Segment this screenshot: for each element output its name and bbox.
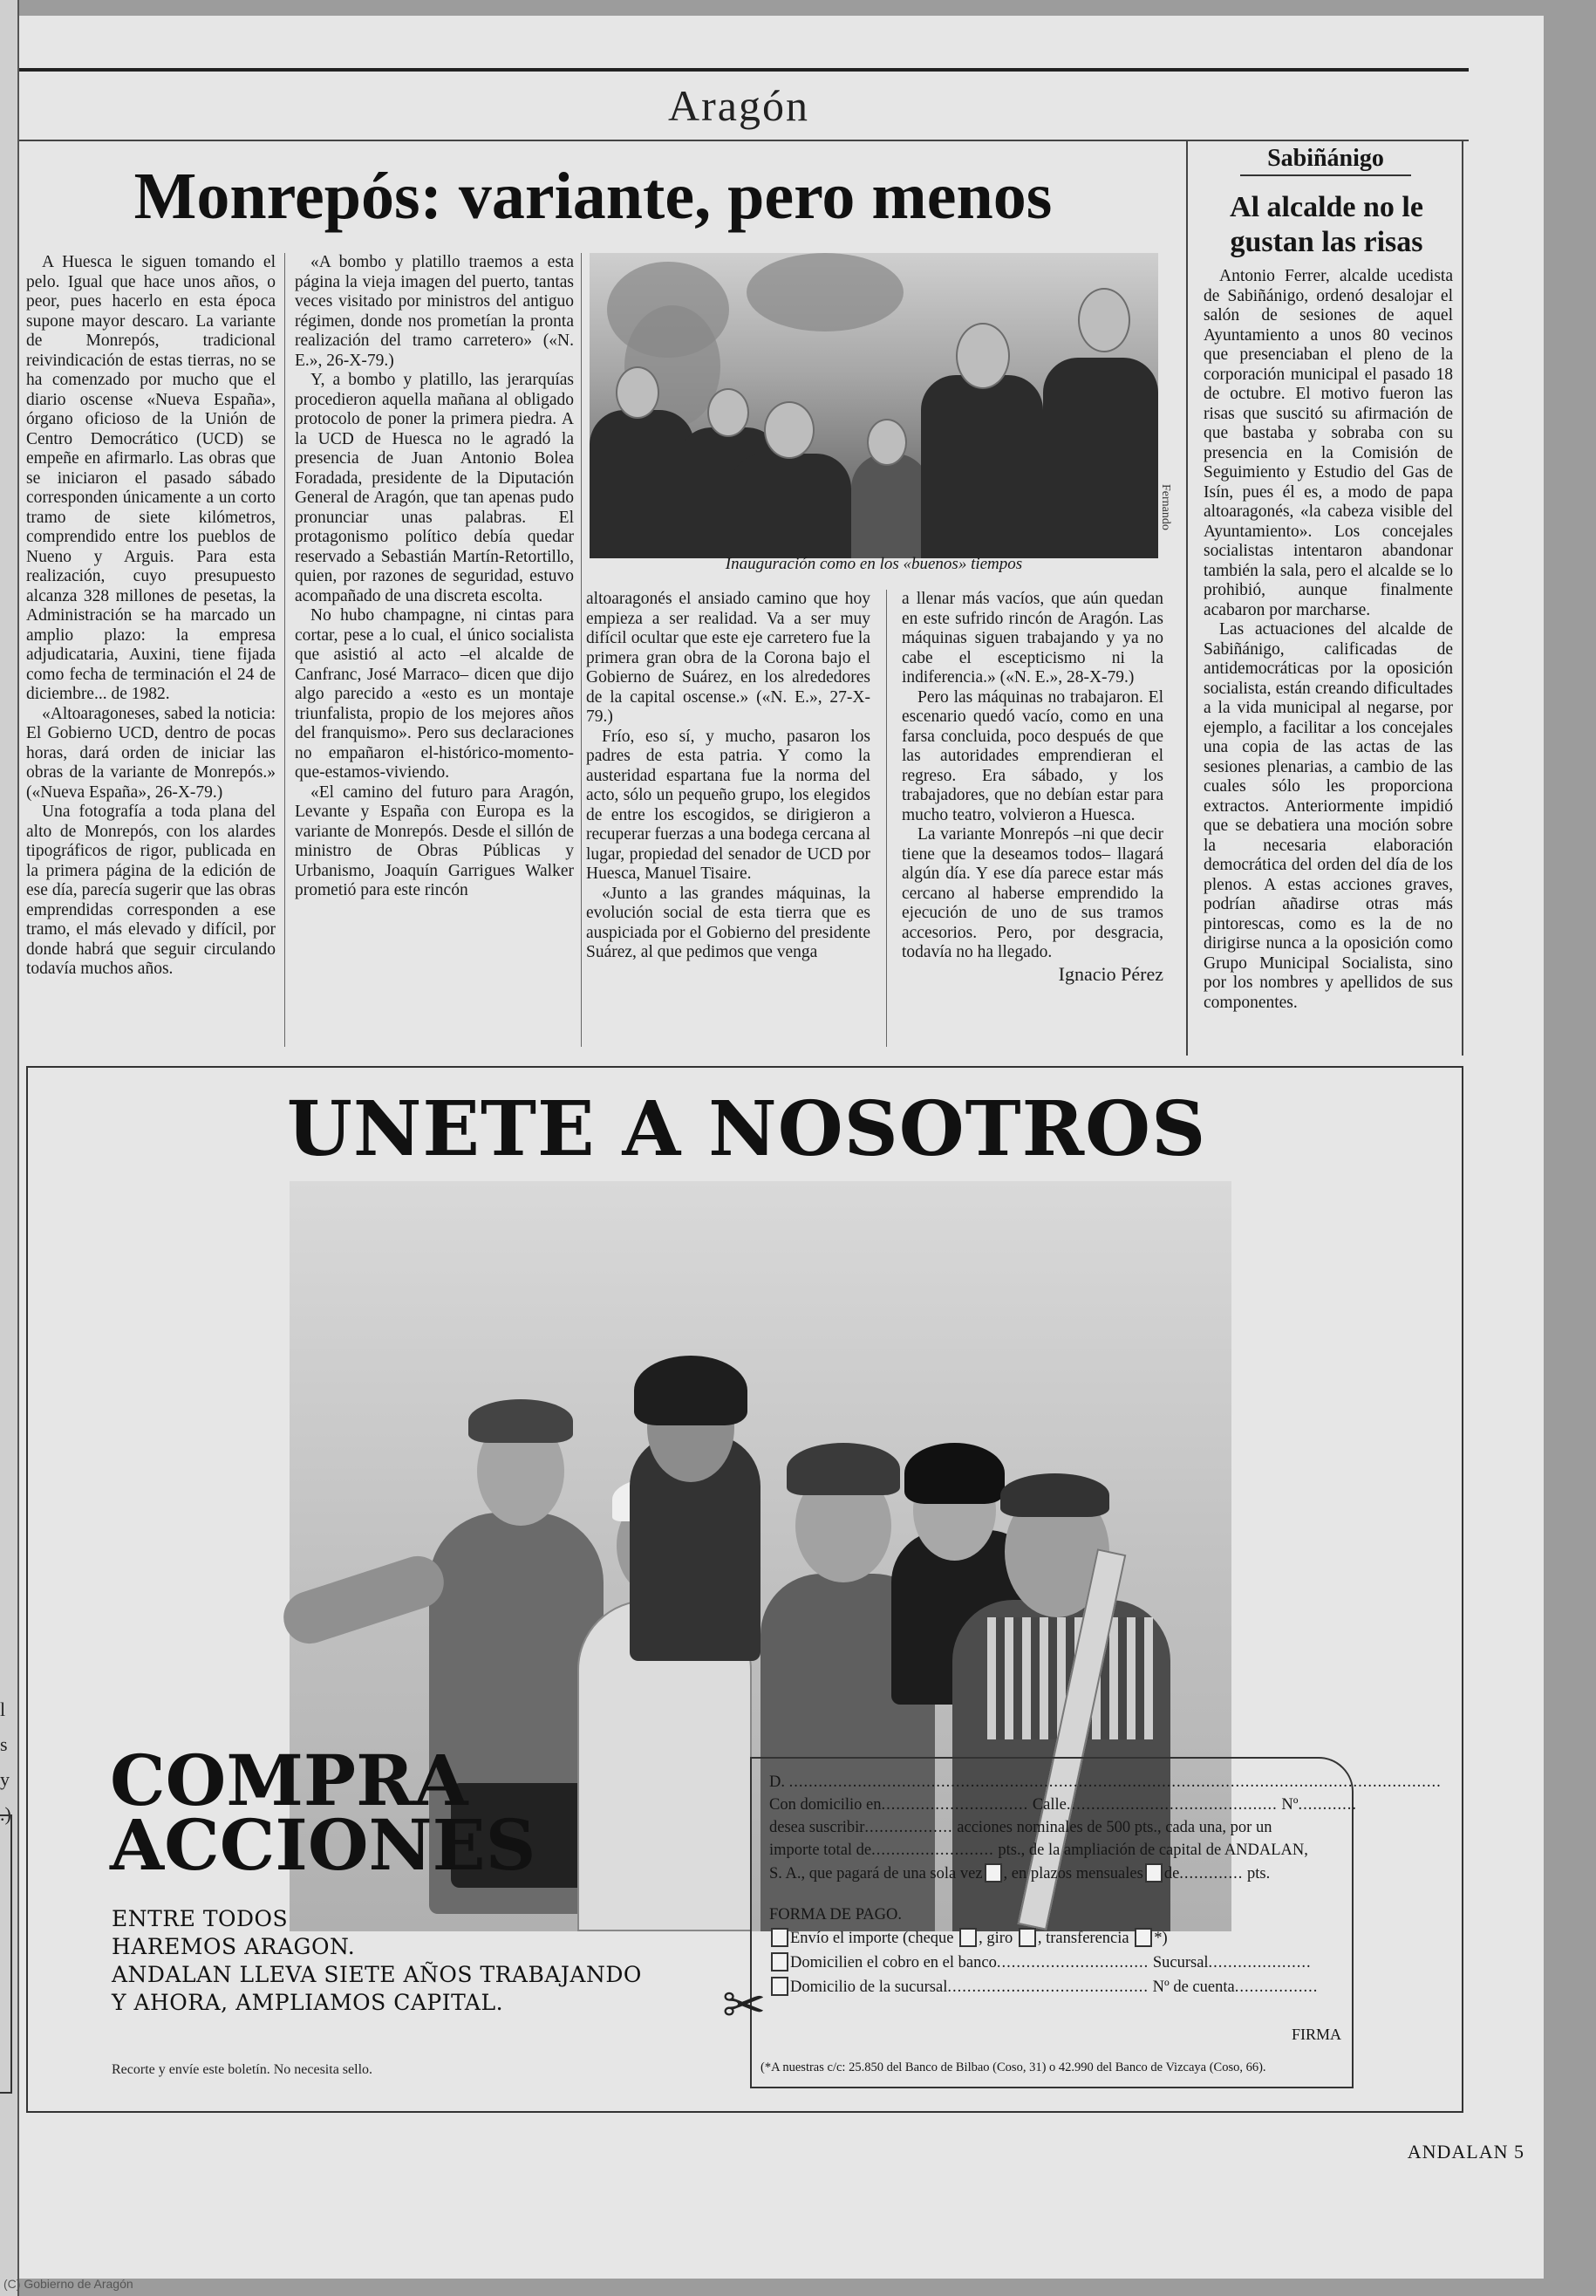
- subscription-advertisement: [26, 1066, 1463, 2113]
- paragraph: «A bombo y platillo traemos a esta página la vieja imagen del puerto, tantas veces visitado por ministros del antiguo régimen, donde nos prometían la pronta realización del tramo carretero» («N. E.», 26-X-79.): [295, 253, 574, 370]
- slogan-line: Y AHORA, AMPLIAMOS CAPITAL.: [112, 1990, 504, 2015]
- paragraph: Las actuaciones del alcalde de Sabiñánigo, calificadas de antidemocráticas por la oposición socialista, están creando dificultades a la vida municipal al negarse, por ejemplo, a facilitar a los concejales una copia de las actas de las sesiones plenarias, a cambio de las cuales sólo les proporciona extractos. Anteriormente impidió que se debatiera una moción sobre la necesaria elaboración democrática del orden del día de los plenos. A estas acciones graves, podrían añadirse otras más pintorescas, como es la de no dirigirse nunca a la oposición como Grupo Municipal Socialista, sino por los nombres y apellidos de sus componentes.: [1204, 620, 1453, 1012]
- copyright-credit: (C) Gobierno de Aragón: [3, 2277, 133, 2291]
- paragraph: Frío, eso sí, y mucho, pasaron los padres de esta patria. Y como la austeridad espartana fue la norma del acto, sólo un pequeño grupo, los elegidos de entre los escogidos, se dirigieron a recuperar fuerzas a una bodega cercana al lugar, propiedad del senador de UCD por Huesca, Manuel Tisaire.: [586, 727, 870, 883]
- coupon-label: Calle: [1032, 1796, 1067, 1814]
- fragment-text: l: [0, 1698, 6, 1720]
- coupon-label: *): [1154, 1930, 1168, 1947]
- coupon-amount-line: importe total de......................... pts., de la ampliación de capital de ANDALAN,: [769, 1842, 1308, 1859]
- sidebar-box: [1186, 140, 1463, 1056]
- coupon-payment-line: S. A., que pagará de una sola vez , en plazos mensuales de............. pts.: [769, 1865, 1271, 1883]
- coupon-label: Nº de cuenta: [1152, 1978, 1235, 1996]
- bank-accounts-footnote: (*A nuestras c/c: 25.850 del Banco de Bilbao (Coso, 31) o 42.990 del Banco de Vizcaya (Coso, 66).: [760, 2060, 1266, 2074]
- paragraph: Y, a bombo y platillo, las jerarquías procedieron aquella mañana al obligado protocolo de poner la primera piedra. A la UCD de Huesca no le agradó la presencia de Juan Antonio Bolea Foradada, presidente de la Diputación General de Aragón, que tan apenas pudo pronunciar unas palabras. El protagonismo político debía quedar reservado a Sebastián Martín-Retortillo, quien, por razones de seguridad, estuvo acompañado de una discreta escolta.: [295, 371, 574, 605]
- article-column-1: [26, 253, 276, 980]
- coupon-address-line: Con domicilio en.............................. Calle........................................... Nº............: [769, 1796, 1357, 1814]
- coupon-label: , giro: [979, 1930, 1013, 1947]
- ad-slogan: [112, 1905, 642, 2017]
- page-footer: ANDALAN 5: [1407, 2141, 1524, 2163]
- adjacent-page-box: [0, 1814, 12, 2094]
- photo-credit: Fernando: [1159, 484, 1172, 530]
- article-column-2: [295, 253, 574, 901]
- top-rule: [19, 68, 1469, 72]
- subscription-coupon: [750, 1757, 1442, 2088]
- bank-debit-checkbox[interactable]: [771, 1952, 788, 1971]
- coupon-label: desea suscribir: [769, 1819, 865, 1836]
- branch-checkbox[interactable]: [771, 1977, 788, 1996]
- slogan-line: ANDALAN LLEVA SIETE AÑOS TRABAJANDO: [112, 1962, 642, 1987]
- coupon-label: pts.: [1247, 1865, 1271, 1883]
- coupon-label: Envío el importe (cheque: [790, 1930, 954, 1947]
- sidebar-headline: Al alcalde no le gustan las risas: [1230, 191, 1423, 258]
- coupon-label: pts., de la ampliación de capital de ANDALAN,: [998, 1842, 1308, 1859]
- coupon-label: Sucursal: [1152, 1954, 1209, 1971]
- slogan-line: HAREMOS ARAGON.: [112, 1934, 356, 1959]
- fragment-text: .): [0, 1803, 11, 1825]
- article-column-4: [902, 590, 1163, 984]
- send-amount-checkbox[interactable]: [771, 1928, 788, 1947]
- column-rule: [886, 590, 887, 1047]
- section-title: Aragón: [668, 81, 809, 130]
- coupon-label: de: [1163, 1865, 1180, 1883]
- paragraph: «Altoaragoneses, sabed la noticia: El Gobierno UCD, dentro de pocas horas, dará orden de iniciar las obras de la variante de Monrepós.» («Nueva España», 26-X-79.): [26, 704, 276, 802]
- fragment-text: y: [0, 1768, 10, 1790]
- giro-checkbox[interactable]: [1019, 1928, 1036, 1947]
- payment-method-title: FORMA DE PAGO.: [769, 1906, 902, 1924]
- paragraph: Una fotografía a toda plana del alto de Monrepós, con los alardes tipográficos de rigor, publicada en la primera página de la edición de ese día, parecía sugerir que las obras emprendidas corresponden a ese tramo, el más elevado y difícil, por donde habrá que seguir circulando todavía muchos años.: [26, 803, 276, 978]
- coupon-label: S. A., que pagará de una sola vez: [769, 1865, 983, 1883]
- column-rule: [581, 253, 582, 1047]
- fragment-text: s: [0, 1733, 8, 1755]
- ad-title: UNETE A NOSOTROS: [286, 1085, 1207, 1173]
- paragraph: No hubo champagne, ni cintas para cortar, pese a lo cual, el único socialista que asistió al acto –el alcalde de Canfranc, José Marraco– dicen que dijo algo parecido a «esto es un montaje triunfalista, propio de los mejores años del franquismo». Pero sus declaraciones no empañaron el-histórico-momento-que-estamos-viviendo.: [295, 606, 574, 782]
- paragraph: «El camino del futuro para Aragón, Levante y España con Europa es la variante de Monrepós. Desde el sillón de ministro de Obras Públicas y Urbanismo, Joaquín Garrigues Walker prometió para este rincón: [295, 782, 574, 899]
- transfer-checkbox[interactable]: [1135, 1928, 1152, 1947]
- coupon-label: importe total de: [769, 1842, 872, 1859]
- inauguration-photo: [590, 253, 1158, 553]
- article-column-3: [586, 590, 870, 963]
- paragraph: «Junto a las grandes máquinas, la evolución social de esta tierra que es auspiciada por el Gobierno del presidente Suárez, al que pedimos que venga: [586, 884, 870, 961]
- sidebar-tag: Sabiñánigo: [1240, 145, 1411, 176]
- paragraph: A Huesca le siguen tomando el pelo. Igual que hace unos años, o peor, pues hacerlo en esta época supone mayor descaro. La variante de Monrepós, tradicional reivindicación de estas tierras, no se ha comenzado por mucho que el diario oscense «Nueva España», órgano oficioso de la Unión de Centro Democrático (UCD) se empeñe en afirmarlo. Las obras que se iniciaron el pasado sábado corresponden únicamente a un corto tramo de siete kilómetros, comprendido entre los pueblos de Nueno y Arguis. Para esta realización, cuyo presupuesto alcanza 328 millones de pesetas, la Administración se ha marcado un amplio plazo: la empresa adjudicataria, Auxini, tiene fijada como fecha de terminación el 24 de diciembre... de 1982.: [26, 253, 276, 703]
- signature-label: FIRMA: [1291, 2026, 1341, 2043]
- coupon-shares-line: desea suscribir.................. acciones nominales de 500 pts., cada una, por un: [769, 1819, 1272, 1836]
- slogan-line: ENTRE TODOS: [112, 1906, 289, 1931]
- heading-line: COMPRA: [110, 1739, 468, 1821]
- coupon-label: , en plazos mensuales: [1003, 1865, 1143, 1883]
- compra-acciones-heading: [110, 1739, 536, 1886]
- heading-line: ACCIONES: [110, 1804, 536, 1886]
- coupon-bank-line: Domicilien el cobro en el banco............................... Sucursal.....................: [769, 1952, 1348, 1972]
- photo-caption: Inauguración como en los «buenos» tiempos: [725, 555, 1023, 573]
- paragraph: La variante Monrepós –ni que decir tiene que la deseamos todos– llagará algún día. Y ese día parece estar más cercano al haberse emprendido la ejecución de uno de sus tramos accesorios. Pero, por desgracia, todavía no ha llegado.: [902, 825, 1163, 961]
- monthly-payment-checkbox[interactable]: [1145, 1863, 1163, 1883]
- single-payment-checkbox[interactable]: [985, 1863, 1002, 1883]
- coupon-label: , transferencia: [1037, 1930, 1129, 1947]
- adjacent-page-fragment: [0, 1692, 12, 1832]
- scissors-icon: ✂: [722, 1977, 767, 2034]
- paragraph: a llenar más vacíos, que aún quedan en este sufrido rincón de Aragón. Las máquinas siguen trabajando y ya no cabe el escepticismo ni la indiferencia.» («N. E.», 28-X-79.): [902, 590, 1163, 687]
- paragraph: altoaragonés el ansiado camino que hoy empieza a ser realidad. Va a ser muy difícil ocultar que este eje carretero fue la primera gran obra de la Corona bajo el Gobierno de Suárez, en los alrededores de la capital oscense.» («N. E.», 27-X-79.): [586, 590, 870, 726]
- author-signature: Ignacio Pérez: [1058, 962, 1163, 985]
- sidebar-text: [1204, 267, 1453, 1013]
- cutout-instructions: Recorte y envíe este boletín. No necesita sello.: [112, 2062, 373, 2077]
- coupon-label: Domicilien el cobro en el banco: [790, 1954, 997, 1971]
- coupon-label: Domicilio de la sucursal: [790, 1978, 948, 1996]
- coupon-branch-line: Domicilio de la sucursal......................................... Nº de cuenta.................: [769, 1977, 1348, 1997]
- column-rule: [284, 253, 285, 1047]
- coupon-name-line: D. .....................................................................................................................................: [769, 1773, 1442, 1791]
- paragraph: Pero las máquinas no trabajaron. El escenario quedó vacío, como en una farsa concluida, poco después de que las autoridades emprendieran el regreso. Era sábado, y los trabajadores, que no debían estar para mucho teatro, volvieron a Huesca.: [902, 687, 1163, 824]
- coupon-send-line: [769, 1928, 1348, 1948]
- coupon-label: acciones nominales de 500 pts., cada una, por un: [957, 1819, 1272, 1836]
- coupon-label: Con domicilio en: [769, 1796, 882, 1814]
- cheque-checkbox[interactable]: [959, 1928, 977, 1947]
- article-headline: Monrepós: variante, pero menos: [133, 160, 1053, 233]
- coupon-label: Nº: [1281, 1796, 1299, 1814]
- paragraph: Antonio Ferrer, alcalde ucedista de Sabiñánigo, ordenó desalojar el salón de sesiones de aquel Ayuntamiento a unos 80 vecinos que presenciaban el pleno de la corporación municipal el pasado 18 de octubre. El motivo fueron las risas que suscitó su afirmación de que bastaba y sobraba con su presencia en la Comisión de Seguimiento y Estudio del Gas de Isín, pues él es, a modo de papa altoaragonés, «la cabeza visible del Ayuntamiento». Los concejales socialistas intentaron abandonar también la sala, pero el alcalde se lo prohibió, aunque finalmente acabaron por marcharse.: [1204, 267, 1453, 619]
- coupon-label: D.: [769, 1773, 785, 1791]
